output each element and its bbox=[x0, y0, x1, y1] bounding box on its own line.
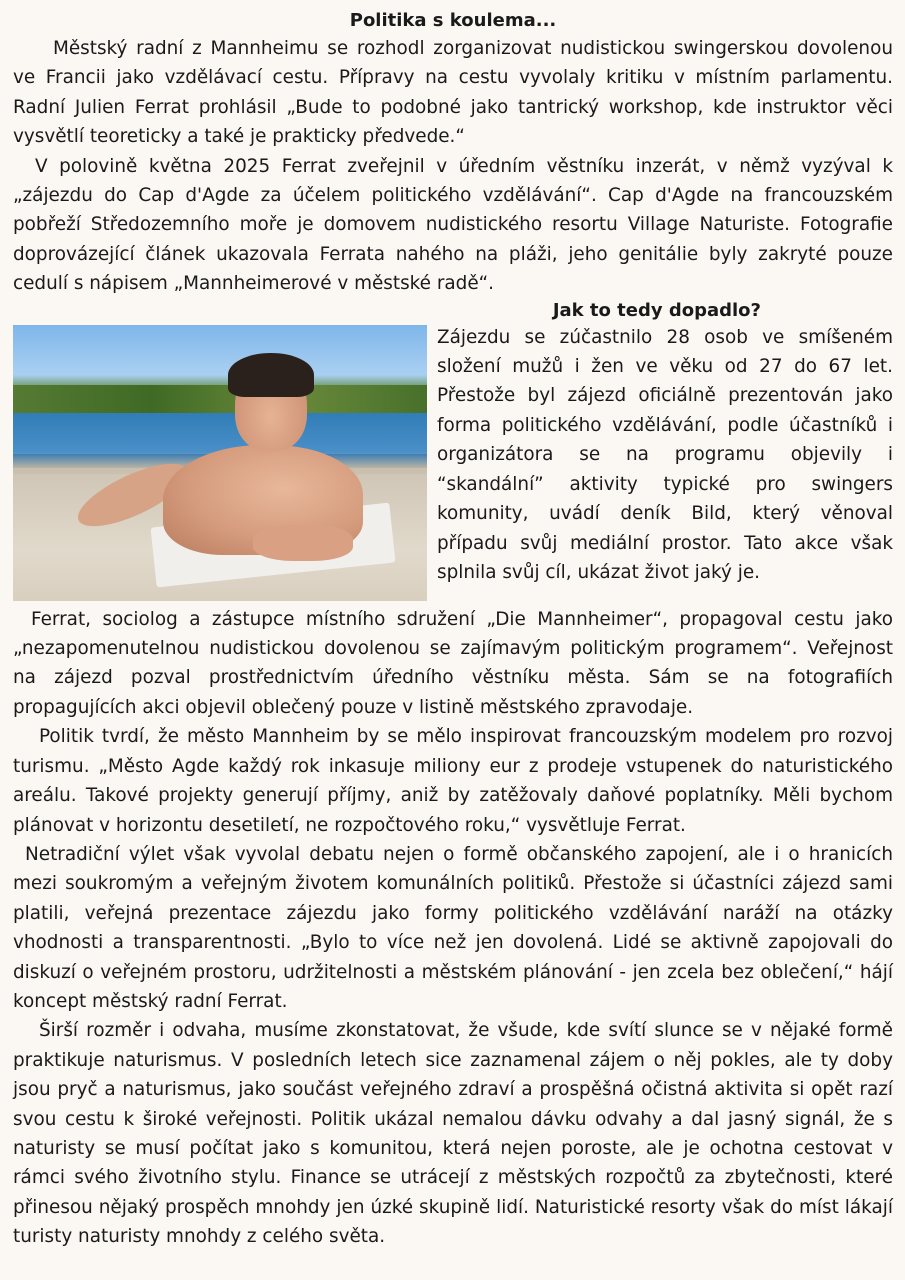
paragraph-advert: V polovině května 2025 Ferrat zveřejnil v úředním věstníku inzerát, v němž vyzýval k „zájezdu do Cap d'Agde za účelem politického vzdělávání“. Cap d'Agde na francouzském pobřeží Středozemního moře je domovem nudistického resortu Village Naturiste. Fotografie doprovázející článek ukazovala Ferrata nahého na pláži, jeho genitálie byly zakryté pouze cedulí s nápisem „Mannheimerové v městské radě“. bbox=[13, 155, 893, 295]
subheading: Jak to tedy dopadlo? bbox=[552, 299, 761, 321]
article-title: Politika s koulema... bbox=[349, 10, 557, 31]
paragraph-promotion: Ferrat, sociolog a zástupce místního sdružení „Die Mannheimer“, propagoval cestu jako „nezapomenutelnou nudistickou dovolenou se zajímavým politickým programem“. Veřejnost na zájezd pozval prostřednictvím úředního věstníku města. Sám se na fotografiích propagujících akci objevil oblečený pouze v listině městského zpravodaje. bbox=[13, 608, 893, 718]
photo-section bbox=[13, 323, 893, 605]
paragraph-debate: Netradiční výlet však vyvolal debatu nejen o formě občanského zapojení, ale i o hranicích mezi soukromým a veřejným životem komunálních politiků. Přestože si účastníci zájezd sami platili, veřejná prezentace zájezdu jako formy politického vzdělávání naráží na otázky vhodnosti a transparentnosti. „Bylo to více než jen dovolená. Lidé se aktivně zapojovali do diskuzí o veřejném prostoru, udržitelnosti a městském plánování - jen zcela bez oblečení,“ hájí koncept městský radní Ferrat. bbox=[13, 843, 893, 1012]
beach-photo bbox=[13, 325, 427, 601]
paragraph-tourism: Politik tvrdí, že město Mannheim by se mělo inspirovat francouzským modelem pro rozvoj turismu. „Město Agde každý rok inkasuje miliony eur z prodeje vstupenek do naturistického areálu. Takové projekty generují příjmy, aniž by zatěžovaly daňové poplatníky. Měli bychom plánovat v horizontu desetiletí, ne rozpočtového roku,“ vysvětluje Ferrat. bbox=[13, 726, 893, 836]
paragraph-outcome: Zájezdu se zúčastnilo 28 osob ve smíšeném složení mužů i žen ve věku od 27 do 67 let. Přestože byl zájezd oficiálně prezentován jako forma politického vzdělávání, podle účastníků i organizátora se na programu objevily i “skandální” aktivity typické pro swingers komunity, uvádí deník Bild, který věnoval případu svůj mediální prostor. Tato akce však splnila svůj cíl, ukázat život jaký je. bbox=[437, 326, 893, 583]
paragraph-conclusion: Širší rozměr i odvaha, musíme zkonstatovat, že všude, kde svítí slunce se v nějaké formě praktikuje naturismus. V posledních letech sice zaznamenal zájem o něj pokles, ale ty doby jsou pryč a naturismus, jako součást veřejného zdraví a prospěšná očistná aktivita si opět razí svou cestu k široké veřejnosti. Politik ukázal nemalou dávku odvahy a dal jasný signál, že s naturisty se musí počítat jako s komunitou, která nejen poroste, ale je ochotna cestovat v rámci svého životního stylu. Finance se utrácejí z městských rozpočtů za zbytečnosti, které přinesou nějaký prospěch mnohdy jen úzké skupině lidí. Naturistické resorty však do míst lákají turisty naturisty mnohdy z celého světa. bbox=[13, 1020, 893, 1248]
paragraph-intro: Městský radní z Mannheimu se rozhodl zorganizovat nudistickou swingerskou dovolenou ve Francii jako vzdělávací cestu. Přípravy na cestu vyvolaly kritiku v místním parlamentu. Radní Julien Ferrat prohlásil „Bude to podobné jako tantrický workshop, kde instruktor věci vysvětlí teoreticky a také je prakticky předvede.“ bbox=[13, 38, 893, 148]
